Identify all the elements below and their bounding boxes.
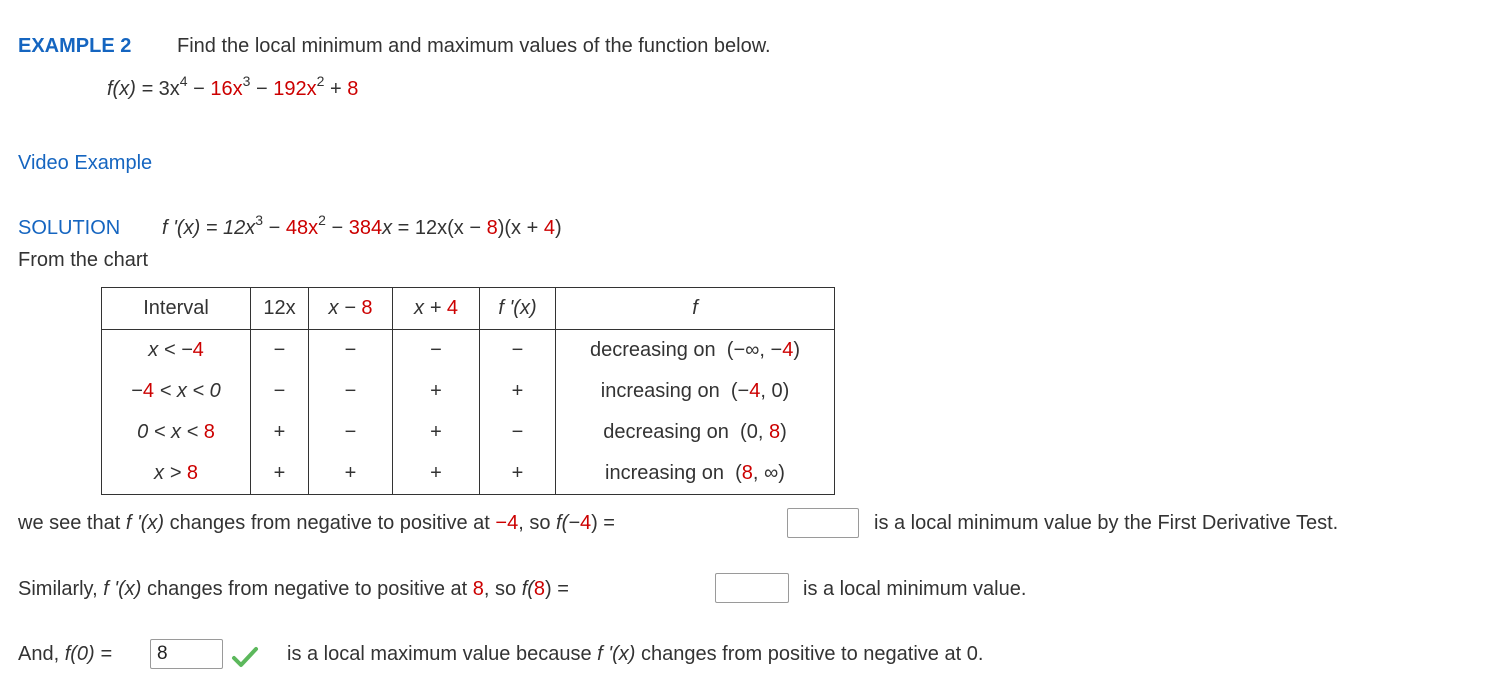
sign-cell: − [251, 371, 309, 412]
solution-label: SOLUTION [18, 217, 121, 239]
sign-cell: + [393, 453, 480, 495]
sign-cell: − [309, 412, 393, 453]
interval-value: 4 [192, 339, 204, 361]
statement-text: Similarly, [18, 578, 104, 600]
interval-notation: (−∞, − [726, 339, 783, 361]
local-min-statement-1 [18, 512, 615, 535]
interval-value: 8 [203, 421, 215, 443]
interval-text: x < − [148, 339, 193, 361]
checkmark-icon [231, 645, 259, 669]
sign-cell: − [393, 330, 480, 372]
interval-text: 0 < x < [137, 421, 204, 443]
sign-cell: + [251, 453, 309, 495]
table-row [102, 453, 835, 495]
header-value: 4 [446, 297, 458, 319]
operator: − [250, 78, 274, 100]
statement-text: changes from positive to negative at 0. [635, 643, 984, 665]
sign-cell: + [480, 453, 556, 495]
interval-notation: (0, [740, 421, 769, 443]
operator: − [325, 217, 349, 239]
interval-notation: ( [735, 462, 742, 484]
sign-cell: + [393, 412, 480, 453]
critical-point: 8 [472, 578, 484, 600]
table-row [102, 330, 835, 372]
term-1: 3x [158, 78, 180, 100]
operator: + [324, 78, 348, 100]
statement-text: , so [518, 512, 557, 534]
example-label: EXAMPLE 2 [18, 35, 132, 57]
sign-cell: − [251, 330, 309, 372]
header-text: x + [414, 297, 447, 319]
sign-chart-table [101, 287, 835, 495]
statement-text: And, [18, 643, 65, 665]
fprime-label: f '(x) [597, 643, 636, 665]
interval-endpoint: 4 [749, 380, 761, 402]
local-min-statement-2 [18, 578, 569, 601]
sign-cell: + [393, 371, 480, 412]
factored-form-end: ) [554, 217, 562, 239]
function-call-close: ) = [545, 578, 569, 600]
statement-text: changes from negative to positive at [164, 512, 496, 534]
factored-form-mid: )(x + [497, 217, 544, 239]
term-1-exponent: 4 [179, 73, 188, 89]
local-max-statement [18, 643, 112, 666]
sign-cell: − [309, 371, 393, 412]
function-arg: 8 [533, 578, 546, 600]
sign-cell: − [309, 330, 393, 372]
interval-endpoint: 4 [782, 339, 794, 361]
interval-cell [102, 371, 251, 412]
function-call-close: ) = [591, 512, 615, 534]
function-call: f( [521, 578, 534, 600]
header-fprime: f '(x) [480, 288, 556, 330]
answer-input-f-8[interactable] [715, 573, 789, 603]
factored-form: = 12x(x − [392, 217, 487, 239]
header-interval: Interval [102, 288, 251, 330]
behavior-cell [556, 371, 835, 412]
interval-text: x > [154, 462, 187, 484]
exponent: 2 [318, 212, 326, 228]
function-arg: 4 [579, 512, 592, 534]
header-x-plus-4 [393, 288, 480, 330]
derivative-lhs: f '(x) = 12x [162, 217, 256, 239]
operator: − [187, 78, 211, 100]
interval-endpoint: 8 [741, 462, 753, 484]
sign-cell: + [309, 453, 393, 495]
interval-endpoint: 8 [768, 421, 781, 443]
answer-input-f-0[interactable]: 8 [150, 639, 223, 669]
term-2-exponent: 3 [242, 73, 251, 89]
table-header-row [102, 288, 835, 330]
behavior-text: decreasing on [590, 339, 716, 361]
answer-input-f-neg4[interactable] [787, 508, 859, 538]
term-2: 16x [210, 78, 243, 100]
interval-cell [102, 330, 251, 372]
interval-value: 8 [186, 462, 198, 484]
root-4: 4 [543, 217, 555, 239]
function-call: f(− [556, 512, 580, 534]
interval-notation: ) [780, 421, 787, 443]
from-chart-text: From the chart [18, 249, 149, 271]
behavior-text: decreasing on [603, 421, 729, 443]
statement-tail: is a local minimum value by the First Derivative Test. [874, 512, 1339, 534]
derivative-equation [162, 212, 562, 240]
video-example-link[interactable]: Video Example [18, 152, 153, 174]
derivative-term-3: 384 [348, 217, 383, 239]
sign-cell: − [480, 412, 556, 453]
header-text: x − [328, 297, 362, 319]
statement-tail [287, 643, 983, 666]
behavior-text: increasing on [600, 380, 720, 402]
statement-text: changes from negative to positive at [141, 578, 473, 600]
exponent: 3 [255, 212, 264, 228]
sign-cell: + [251, 412, 309, 453]
term-3: 192x [273, 78, 317, 100]
header-x-minus-8 [309, 288, 393, 330]
statement-text: , so [483, 578, 522, 600]
operator: − [263, 217, 286, 239]
function-lhs: f(x) = [107, 78, 159, 100]
interval-text: < x < 0 [154, 380, 221, 402]
header-f: f [556, 288, 835, 330]
function-call: f(0) = [64, 643, 112, 665]
interval-value: 4 [142, 380, 155, 402]
statement-text: we see that [18, 512, 126, 534]
statement-tail: is a local minimum value. [803, 578, 1027, 600]
interval-text: − [131, 380, 143, 402]
variable: x [382, 217, 393, 239]
critical-point: −4 [495, 512, 519, 534]
sign-cell: − [480, 330, 556, 372]
table-row [102, 371, 835, 412]
behavior-cell [556, 453, 835, 495]
interval-notation: ) [793, 339, 800, 361]
behavior-cell [556, 330, 835, 372]
statement-text: is a local maximum value because [287, 643, 598, 665]
derivative-term-2: 48x [285, 217, 319, 239]
interval-notation: (− [730, 380, 750, 402]
interval-notation: , 0) [760, 380, 790, 402]
root-8: 8 [486, 217, 498, 239]
behavior-text: increasing on [605, 462, 724, 484]
term-3-exponent: 2 [316, 73, 325, 89]
term-4: 8 [347, 78, 359, 100]
interval-notation: , ∞) [752, 462, 785, 484]
fprime-label: f '(x) [125, 512, 165, 534]
sign-cell: + [480, 371, 556, 412]
header-value: 8 [361, 297, 373, 319]
behavior-cell [556, 412, 835, 453]
problem-prompt: Find the local minimum and maximum values of the function below. [177, 35, 771, 57]
fprime-label: f '(x) [103, 578, 142, 600]
table-row [102, 412, 835, 453]
interval-cell [102, 453, 251, 495]
header-12x: 12x [251, 288, 309, 330]
function-definition [107, 73, 359, 101]
interval-cell [102, 412, 251, 453]
